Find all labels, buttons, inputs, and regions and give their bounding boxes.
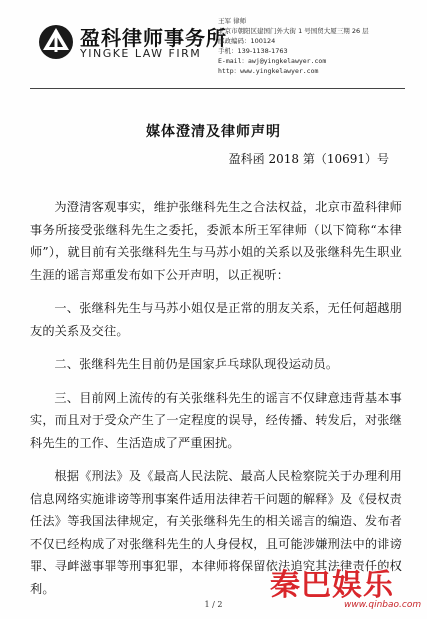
email: E-mail：awj@yingkelawyer.com: [218, 57, 327, 65]
document-body: [30, 196, 402, 611]
firm-logo-icon: [38, 24, 74, 60]
mobile: 手机：139-1138-1763: [218, 47, 288, 55]
paragraph-intro: 为澄清客观事实，维护张继科先生之合法权益，北京市盈科律师事务所接受张继科先生之委托，委派本所王军律师（以下简称“本律师”），就目前有关张继科先生与马苏小姐的关系以及张继科先生职业生涯的谣言郑重发布如下公开声明，以正视听：: [30, 200, 402, 282]
document-title: 媒体澄清及律师声明: [146, 124, 281, 140]
postcode: 邮政编码：100124: [218, 37, 276, 45]
website: http：www.yingkelawyer.com: [218, 67, 319, 75]
address: 北京市朝阳区建国门外大街 1 号国贸大厦三期 26 层: [218, 27, 369, 35]
paragraph-legal-basis: 根据《刑法》及《最高人民法院、最高人民检察院关于办理利用信息网络实施诽谤等刑事案件适用法律若干问题的解释》及《侵权责任法》等我国法律规定，有关张继科先生的相关谣言的编造、发布者不仅已经构成了对张继科先生的人身侵权，且可能涉嫌刑法中的诽谤罪、寻衅滋事罪等刑事犯罪，本律师将保留依法追究其法律责任的权利。: [30, 469, 402, 596]
page-number: 1 / 2: [204, 600, 223, 609]
contact-block: [218, 16, 418, 76]
paragraph-point-1: 一、张继科先生与马苏小姐仅是正常的朋友关系，无任何超越朋友的关系及交往。: [30, 301, 402, 338]
paragraph-point-3: 三、目前网上流传的有关张继科先生的谣言不仅肆意违背基本事实，而且对于受众产生了一定程度的误导，经传播、转发后，对张继科先生的工作、生活造成了严重困扰。: [30, 390, 402, 450]
header-divider: [30, 88, 405, 89]
paragraph-point-2: 二、张继科先生目前仍是国家乒乓球队现役运动员。: [54, 357, 339, 371]
firm-name-en: YINGKE LAW FIRM: [80, 47, 202, 60]
watermark: [270, 560, 420, 618]
firm-name-cn: 盈科律师事务所: [80, 26, 227, 50]
watermark-text: 秦巴娱乐: [270, 568, 394, 603]
reference-number: 盈科函 2018 第（10691）号: [228, 152, 389, 166]
lawyer-name: 王军 律师: [218, 17, 247, 25]
watermark-url: www.qinbao.com: [344, 600, 422, 610]
